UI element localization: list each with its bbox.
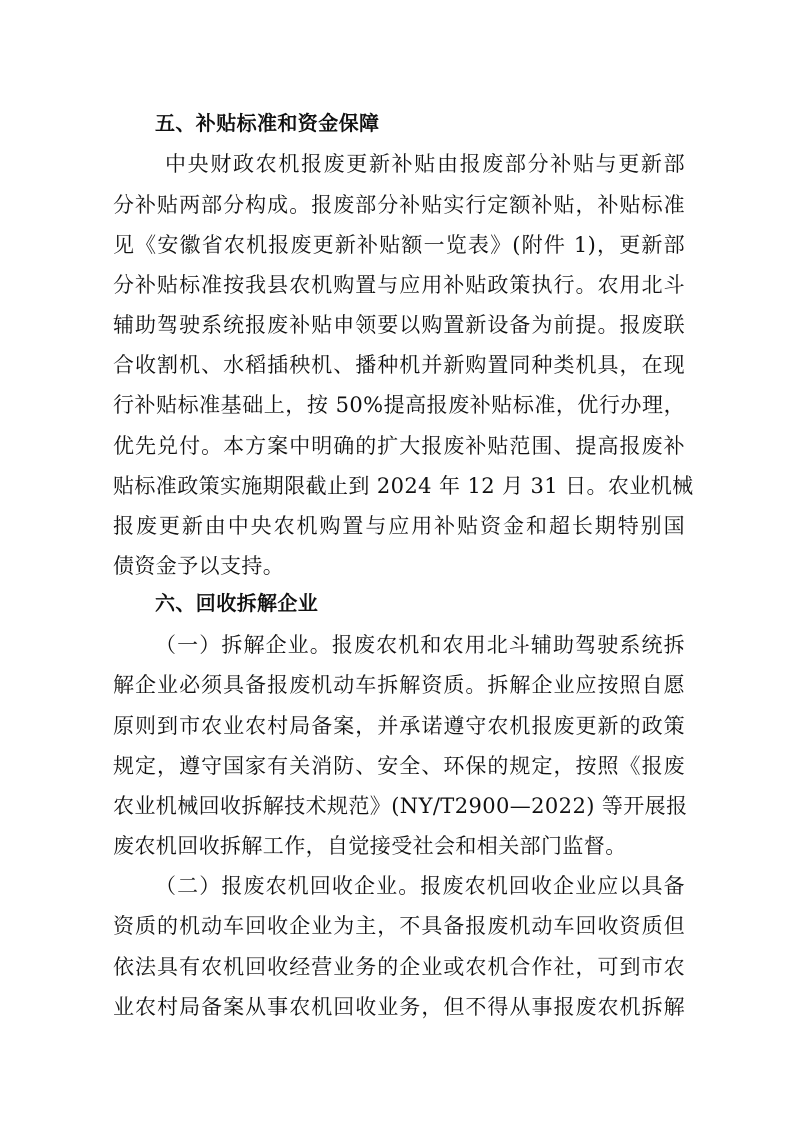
paragraph-line: 分补贴标准按我县农机购置与应用补贴政策执行。农用北斗 (113, 273, 685, 297)
section-heading-subsidy: 五、补贴标准和资金保障 (155, 111, 380, 135)
paragraph-line: 资质的机动车回收企业为主，不具备报废机动车回收资质但 (113, 914, 685, 938)
paragraph-line: 合收割机、水稻插秧机、播种机并新购置同种类机具，在现 (113, 353, 685, 377)
paragraph-line: 规定，遵守国家有关消防、安全、环保的规定，按照《报废 (113, 754, 685, 778)
paragraph-line: 行补贴标准基础上，按 50%提高报废补贴标准，优行办理， (113, 393, 685, 417)
section-heading-recycling: 六、回收拆解企业 (155, 591, 319, 615)
paragraph-line: 债资金予以支持。 (113, 554, 285, 578)
paragraph-line: 依法具有农机回收经营业务的企业或农机合作社，可到市农 (113, 955, 685, 979)
paragraph-line: 辅助驾驶系统报废补贴申领要以购置新设备为前提。报废联 (113, 313, 685, 337)
paragraph-line: 优先兑付。本方案中明确的扩大报废补贴范围、提高报废补 (113, 434, 685, 458)
paragraph-line: 原则到市农业农村局备案，并承诺遵守农机报废更新的政策 (113, 714, 685, 738)
paragraph-line: （二）报废农机回收企业。报废农机回收企业应以具备 (155, 874, 685, 898)
paragraph-line: 农业机械回收拆解技术规范》(NY/T2900—2022) 等开展报 (113, 794, 688, 818)
paragraph-line: （一）拆解企业。报废农机和农用北斗辅助驾驶系统拆 (155, 633, 685, 657)
paragraph-line: 贴标准政策实施期限截止到 2024 年 12 月 31 日。农业机械 (113, 474, 694, 498)
paragraph-line: 中央财政农机报废更新补贴由报废部分补贴与更新部 (165, 152, 685, 176)
paragraph-line: 业农村局备案从事农机回收业务，但不得从事报废农机拆解 (113, 995, 685, 1019)
paragraph-line: 废农机回收拆解工作，自觉接受社会和相关部门监督。 (113, 834, 627, 858)
paragraph-line: 见《安徽省农机报废更新补贴额一览表》(附件 1)，更新部 (113, 233, 685, 257)
paragraph-line: 解企业必须具备报废机动车拆解资质。拆解企业应按照自愿 (113, 673, 685, 697)
paragraph-line: 报废更新由中央农机购置与应用补贴资金和超长期特别国 (113, 514, 685, 538)
paragraph-line: 分补贴两部分构成。报废部分补贴实行定额补贴，补贴标准 (113, 193, 685, 217)
